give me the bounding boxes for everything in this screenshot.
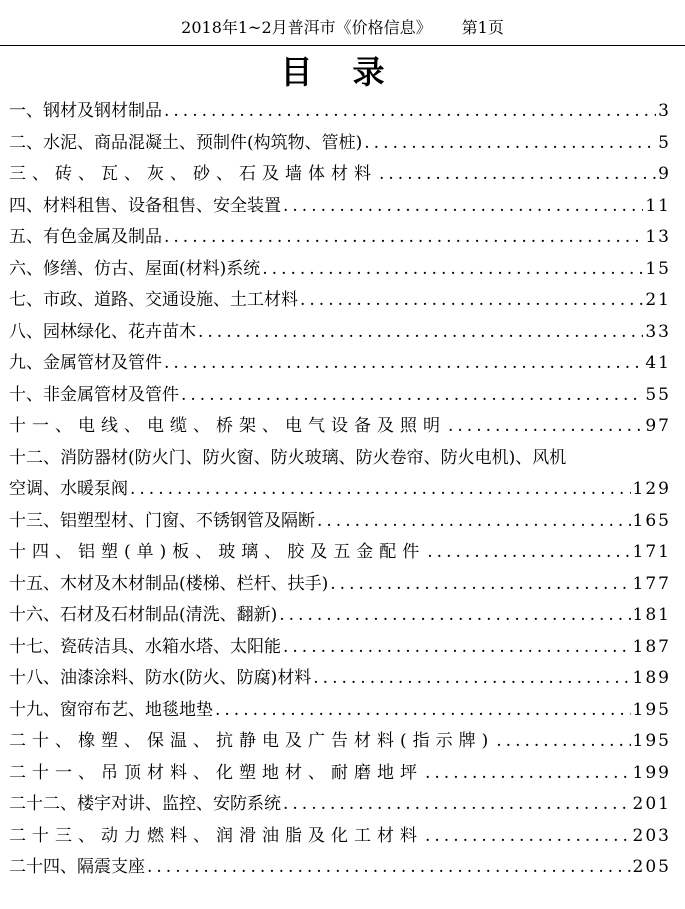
dot-leader <box>425 758 631 790</box>
toc-page: 171 <box>632 542 671 562</box>
dot-leader <box>427 537 630 569</box>
toc-label: 七、市政、道路、交通设施、土工材料 <box>9 290 298 310</box>
toc-entry[interactable] <box>9 411 671 443</box>
toc-label: 十二、消防器材(防火门、防火窗、防火玻璃、防火卷帘、防火电机)、风机 <box>9 447 567 468</box>
toc-label: 十六、石材及石材制品(清洗、翻新) <box>9 605 278 625</box>
toc-entry-line1[interactable] <box>9 443 671 475</box>
toc-page: 187 <box>632 636 671 657</box>
toc-entry[interactable] <box>9 222 671 254</box>
toc-entry[interactable] <box>9 758 671 790</box>
toc-entry[interactable] <box>9 159 671 191</box>
dot-leader <box>364 128 656 160</box>
toc-label: 十三、铝塑型材、门窗、不锈钢管及隔断 <box>9 510 315 531</box>
toc-label: 六、修缮、仿古、屋面(材料)系统 <box>9 258 261 279</box>
toc-entry[interactable] <box>9 569 671 601</box>
toc-page: 195 <box>632 699 671 720</box>
table-of-contents <box>9 96 671 884</box>
toc-entry[interactable] <box>9 695 671 727</box>
toc-entry[interactable] <box>9 852 671 884</box>
toc-label: 八、园林绿化、花卉苗木 <box>9 321 196 342</box>
toc-entry[interactable] <box>9 789 671 821</box>
toc-page: 201 <box>632 794 671 814</box>
dot-leader <box>147 852 631 884</box>
toc-entry[interactable] <box>9 663 671 695</box>
header-page-number: 第1页 <box>461 18 504 37</box>
toc-page: 11 <box>645 195 671 216</box>
toc-entry[interactable] <box>9 537 671 569</box>
dot-leader <box>262 254 643 286</box>
dot-leader <box>283 789 631 821</box>
toc-page: 189 <box>632 668 671 688</box>
page-title: 目录 <box>280 53 425 91</box>
toc-label: 十七、瓷砖洁具、水箱水塔、太阳能 <box>9 636 281 657</box>
dot-leader <box>448 411 643 443</box>
toc-label-continued: 空调、水暖泵阀 <box>9 479 128 499</box>
toc-page: 129 <box>632 479 671 499</box>
dot-leader <box>317 506 631 538</box>
toc-label: 一、钢材及钢材制品 <box>9 101 162 121</box>
toc-label: 二十三、动力燃料、润滑油脂及化工材料 <box>9 825 423 846</box>
toc-entry[interactable] <box>9 348 671 380</box>
toc-label: 十、非金属管材及管件 <box>9 384 179 405</box>
dot-leader <box>181 380 643 412</box>
toc-entry[interactable] <box>9 632 671 664</box>
dot-leader <box>496 726 630 758</box>
toc-entry[interactable] <box>9 317 671 349</box>
toc-label: 二十、橡塑、保温、抗静电及广告材料(指示牌) <box>9 731 495 751</box>
toc-page: 5 <box>658 132 671 153</box>
toc-page: 177 <box>632 573 671 594</box>
dot-leader <box>215 695 631 727</box>
dot-leader <box>130 474 631 506</box>
toc-page: 9 <box>658 164 671 184</box>
toc-label: 九、金属管材及管件 <box>9 353 162 373</box>
toc-label: 四、材料租售、设备租售、安全装置 <box>9 195 281 216</box>
toc-label: 三、砖、瓦、灰、砂、石及墙体材料 <box>9 164 377 184</box>
dot-leader <box>283 632 631 664</box>
toc-entry[interactable] <box>9 600 671 632</box>
toc-page: 97 <box>645 416 671 436</box>
toc-page: 13 <box>645 227 671 247</box>
toc-label: 二、水泥、商品混凝土、预制件(构筑物、管桩) <box>9 132 363 153</box>
toc-page: 205 <box>632 857 671 877</box>
toc-label: 十八、油漆涂料、防水(防火、防腐)材料 <box>9 668 312 688</box>
dot-leader <box>279 600 630 632</box>
header-rule <box>0 45 685 46</box>
toc-page: 181 <box>632 605 671 625</box>
toc-page: 165 <box>632 510 671 531</box>
dot-leader <box>330 569 630 601</box>
toc-page: 3 <box>658 101 671 121</box>
toc-label: 十四、铝塑(单)板、玻璃、胶及五金配件 <box>9 542 426 562</box>
header-title: 2018年1~2月普洱市《价格信息》 <box>181 18 432 37</box>
dot-leader <box>425 821 631 853</box>
toc-entry[interactable] <box>9 254 671 286</box>
toc-label: 五、有色金属及制品 <box>9 227 162 247</box>
toc-entry[interactable] <box>9 128 671 160</box>
toc-page: 199 <box>632 762 671 783</box>
toc-label: 二十二、楼宇对讲、监控、安防系统 <box>9 794 281 814</box>
toc-entry[interactable] <box>9 821 671 853</box>
dot-leader <box>198 317 643 349</box>
dot-leader <box>164 348 643 380</box>
toc-label: 二十一、吊顶材料、化塑地材、耐磨地坪 <box>9 762 423 783</box>
dot-leader <box>164 96 656 128</box>
toc-page: 55 <box>645 384 671 405</box>
toc-page: 41 <box>645 353 671 373</box>
toc-entry[interactable] <box>9 285 671 317</box>
toc-label: 二十四、隔震支座 <box>9 857 145 877</box>
toc-entry-line2[interactable] <box>9 474 671 506</box>
toc-page: 15 <box>645 258 671 279</box>
toc-entry[interactable] <box>9 191 671 223</box>
toc-entry[interactable] <box>9 96 671 128</box>
dot-leader <box>164 222 643 254</box>
toc-entry[interactable] <box>9 506 671 538</box>
toc-page: 203 <box>632 825 671 846</box>
dot-leader <box>313 663 630 695</box>
toc-label: 十一、电线、电缆、桥架、电气设备及照明 <box>9 416 446 436</box>
toc-entry[interactable] <box>9 380 671 412</box>
toc-entry[interactable] <box>9 726 671 758</box>
dot-leader <box>379 159 656 191</box>
toc-page: 33 <box>645 321 671 342</box>
toc-label: 十五、木材及木材制品(楼梯、栏杆、扶手) <box>9 573 329 594</box>
toc-page: 195 <box>632 731 671 751</box>
toc-page: 21 <box>645 290 671 310</box>
toc-label: 十九、窗帘布艺、地毯地垫 <box>9 699 213 720</box>
dot-leader <box>283 191 643 223</box>
page-header <box>0 18 685 38</box>
dot-leader <box>300 285 643 317</box>
